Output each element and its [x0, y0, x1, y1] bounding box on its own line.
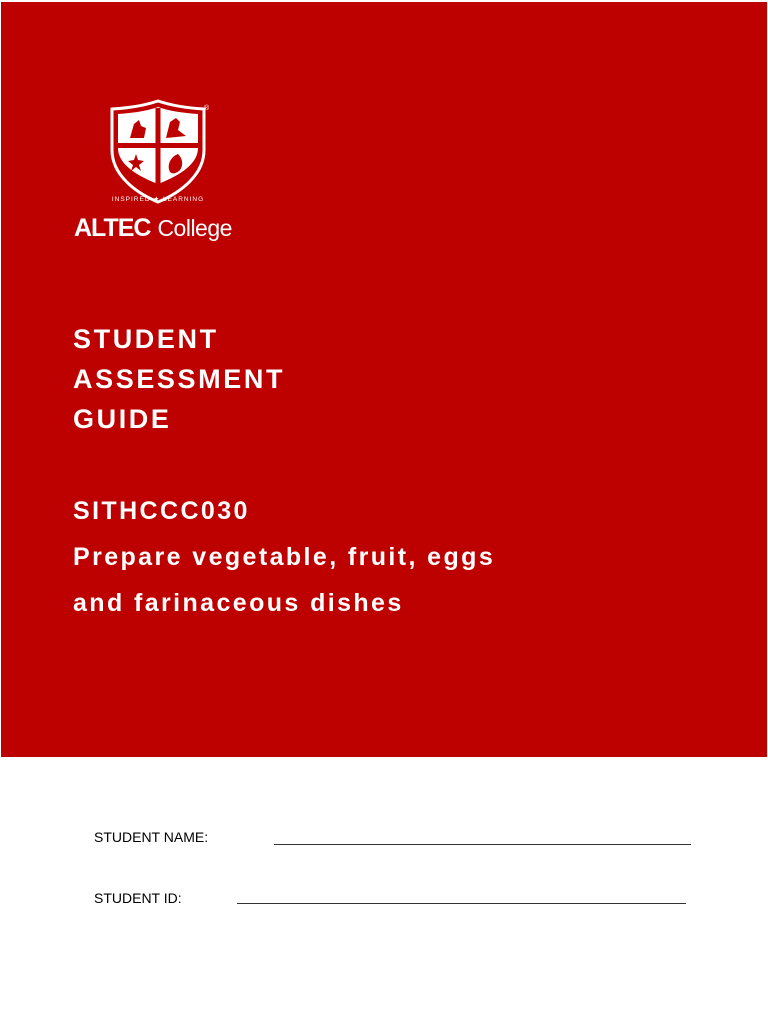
unit-name-line-1: Prepare vegetable, fruit, eggs	[73, 543, 496, 571]
student-id-label: STUDENT ID:	[94, 890, 182, 906]
brand-name-bold: ALTEC	[74, 214, 151, 242]
unit-heading	[73, 488, 495, 626]
title-line-1: STUDENT	[73, 324, 219, 354]
title-line-3: GUIDE	[73, 404, 172, 434]
document-title	[73, 319, 285, 439]
title-line-2: ASSESSMENT	[73, 364, 286, 394]
brand-name-light: College	[157, 215, 232, 241]
unit-code: SITHCCC030	[73, 497, 250, 525]
student-name-line[interactable]	[274, 844, 691, 845]
student-id-line[interactable]	[237, 903, 686, 904]
cover-panel	[1, 2, 767, 757]
logo-motto: INSPIRED ★ LEARNING	[111, 196, 205, 203]
brand-wordmark	[74, 210, 232, 246]
registered-mark: ®	[204, 105, 210, 112]
student-name-label: STUDENT NAME:	[94, 829, 209, 845]
unit-name-line-2: and farinaceous dishes	[73, 589, 404, 617]
altec-shield-crest-icon	[106, 98, 210, 206]
